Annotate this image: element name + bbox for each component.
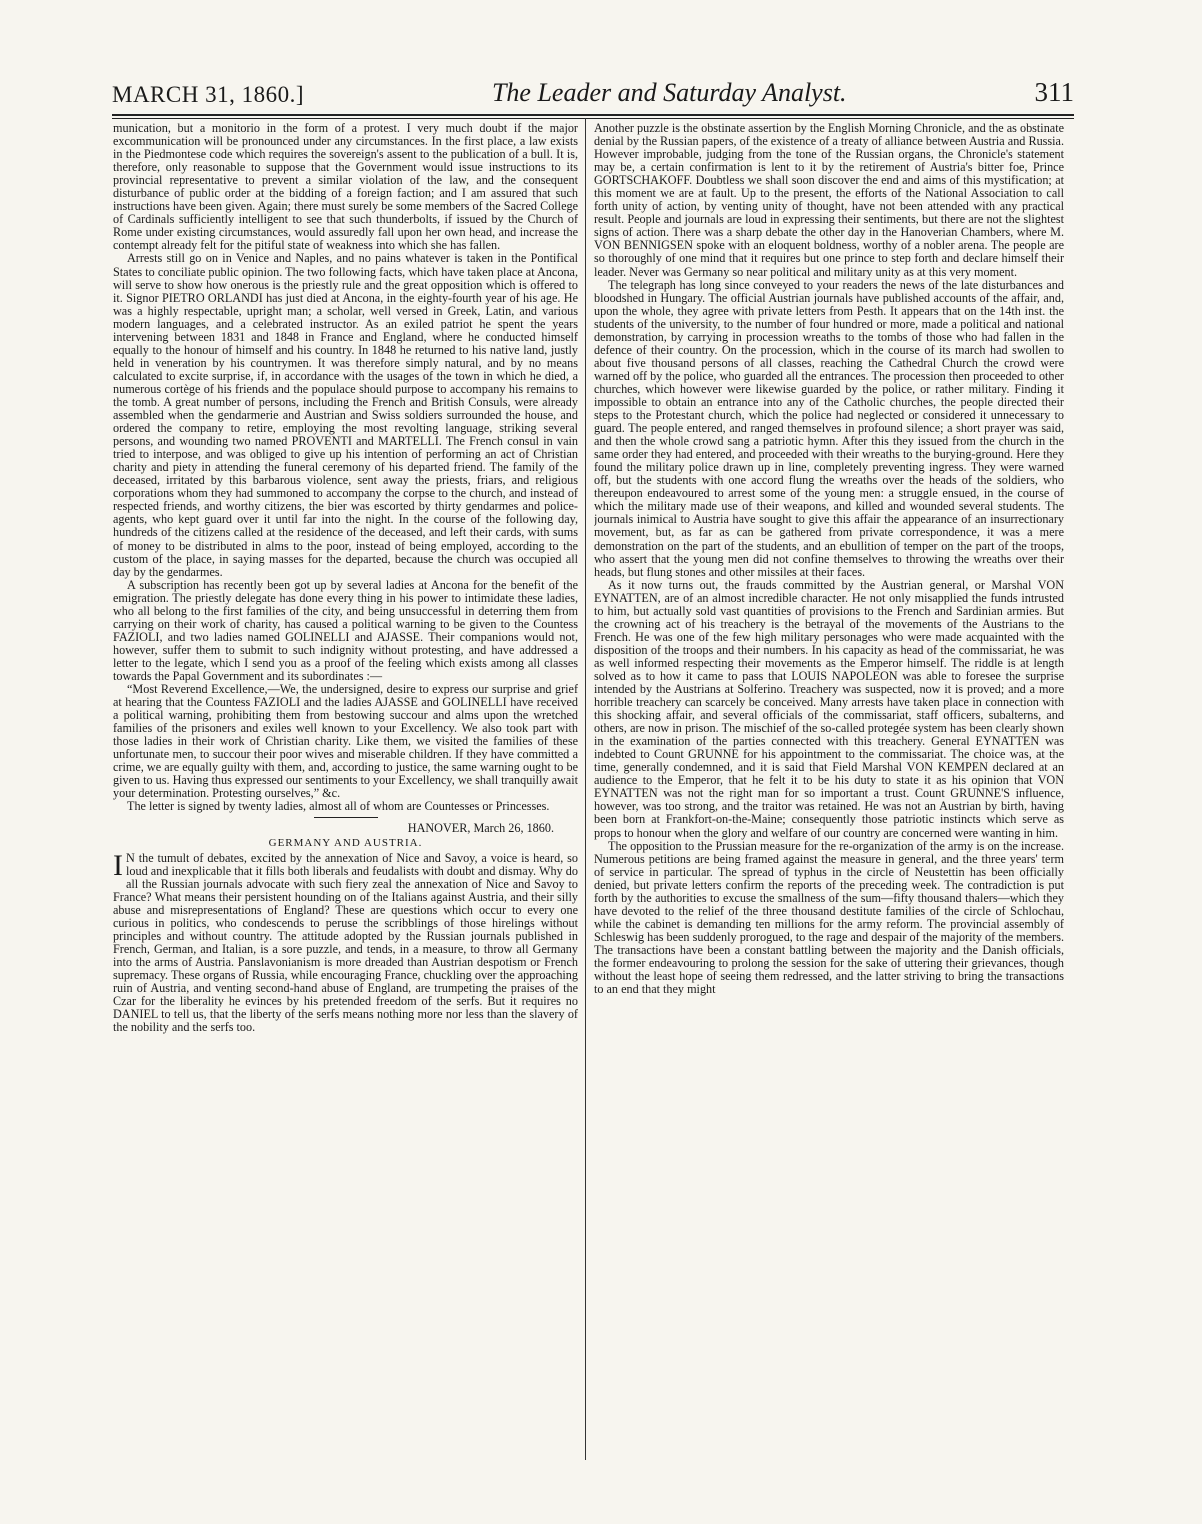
header-rule	[112, 114, 1074, 116]
section-divider	[314, 817, 378, 818]
paragraph: munication, but a monitorio in the form of a protest. I very much doubt if the major excommunication will be pronounced under any circumstances. In the first place, a law exists in the Piedmontese code which requires the sovereign's assent to the publication of a bull. It is, therefore, only reasonable to suppose that the Government would issue instructions to its provincial representative to prevent a similar violation of the law, and the consequent disturbance of public order at the bidding of a foreign faction; and I am assured that such instructions have been given. Again; there must surely be some members of the Sacred College of Cardinals sufficiently intelligent to see that such thunderbolts, if issued by the Church of Rome under existing circumstances, would assuredly fall upon her own head, and increase the contempt already felt for the pitiful state of weakness into which she has fallen.	[113, 122, 578, 253]
paragraph: Arrests still go on in Venice and Naples, and no pains whatever is taken in the Pontifical States to conciliate public opinion. The two following facts, which have taken place at Ancona, will serve to show how onerous is the priestly rule and the great opposition which is offered to it. Signor PIETRO ORLANDI has just died at Ancona, in the eighty-fourth year of his age. He was a highly respectable, upright man; a scholar, well versed in Greek, Latin, and various modern languages, and a celebrated instructor. As an exiled patriot he spent the years intervening between 1831 and 1848 in France and England, where he conducted himself equally to the honour of himself and his country. In 1848 he returned to his native land, justly held in veneration by his countrymen. It was therefore simply natural, and by no means calculated to excite surprise, if, in accordance with the usages of the town in which he died, a numerous cortège of his friends and the populace should purpose to accompany his remains to the tomb. A great number of persons, including the French and British Consuls, were already assembled when the gendarmerie and Austrian and Swiss soldiers surrounded the house, and ordered the company to retire, employing the most revolting language, striking several persons, and wounding two named PROVENTI and MARTELLI. The French consul in vain tried to interpose, and was obliged to give up his intention of performing an act of Christian charity and piety in attending the funeral ceremony of his departed friend. The family of the deceased, irritated by this barbarous violence, sent away the priests, friars, and religious corporations whom they had summoned to accompany the corpse to the church, and instead of respected friends, and worthy citizens, the bier was escorted by thirty gendarmes and police-agents, who kept guard over it until far into the night. In the course of the following day, hundreds of the citizens called at the residence of the deceased, and left their cards, with sums of money to be distributed in alms to the poor, instead of being employed, according to the custom of the place, in saying masses for the departed, because the church was occupied all day by the gendarmes.	[113, 251, 578, 579]
paragraph: A subscription has recently been got up by several ladies at Ancona for the benefit of the emigration. The priestly delegate has done every thing in his power to intimidate these ladies, who all belong to the first families of the city, and being unsuccessful in deterring them from carrying on their work of charity, has caused a political warning to be given to the Countess FAZIOLI, and two ladies named GOLINELLI and AJASSE. Their companions would not, however, suffer them to submit to such indignity without protesting, and have addressed a letter to the legate, which I send you as a proof of the feeling which exists among all classes towards the Papal Government and its subordinates :—	[113, 577, 578, 683]
header-rule-thin	[112, 118, 1074, 119]
paragraph: The letter is signed by twenty ladies, almost all of whom are Countesses or Princesses.	[127, 799, 550, 814]
paragraph: Another puzzle is the obstinate assertion by the English Morning Chronicle, and the as obstinate denial by the Russian papers, of the existence of a treaty of alliance between Austria and Russia. However improbable, judging from the tone of the Russian organs, the Chronicle's statement may be, a certain confirmation is lent to it by the retirement of Austria's bitter foe, Prince GORTSCHAKOFF. Doubtless we shall soon discover the end and aims of this mystification; at this moment we are at fault. Up to the present, the efforts of the National Association to call forth unity of action, by venting unity of thought, have not been attended with any practical result. People and journals are loud in expressing their sentiments, but there are not the slightest signs of action. There was a sharp debate the other day in the Hanoverian Chambers, where M. VON BENNIGSEN spoke with an eloquent boldness, worthy of a nobler arena. The people are so thoroughly of one mind that it requires but one prince to step forth and declare himself their leader. Never was Germany so near political and military unity as at this very moment.	[594, 122, 1064, 279]
paragraph: The telegraph has long since conveyed to your readers the news of the late disturbances and bloodshed in Hungary. The official Austrian journals have published accounts of the affair, and, upon the whole, they agree with private letters from Pesth. It appears that on the 14th inst. the students of the university, to the number of four hundred or more, made a political and national demonstration, by carrying in procession wreaths to the tombs of those who had fallen in the defence of their country. On the procession, which in the course of its march had swollen to about five thousand persons of all classes, reaching the Cathedral Church the crowd were warned off by the police, who guarded all the entrances. The procession then proceeded to other churches, which however were likewise guarded by the police, or rather military. Finding it impossible to obtain an entrance into any of the Catholic churches, the people directed their steps to the Protestant church, which the police had neglected or considered it unnecessary to guard. The people entered, and ranged themselves in profound silence; a short prayer was said, and then the whole crowd sang a patriotic hymn. After this they issued from the church in the same order they had entered, and proceeded with their wreaths to the burying-ground. Here they found the military police drawn up in line, completely preventing ingress. They were warned off, but the students with one accord flung the wreaths over the heads of the soldiers, who thereupon endeavoured to arrest some of the young men: a struggle ensued, in the course of which the military made use of their weapons, and killed and wounded several students. The journals inimical to Austria have sought to give this affair the appearance of an insurrectionary movement, but, as far as can be gathered from private correspondence, it was a mere demonstration on the part of the students, and an ebullition of temper on the part of the troops, who assert that the young men did not confine themselves to throwing the wreaths over their heads, but flung stones and other missiles at their faces.	[594, 277, 1064, 579]
issue-date: MARCH 31, 1860.]	[112, 82, 305, 107]
dateline: HANOVER, March 26, 1860.	[407, 821, 554, 836]
quoted-letter: “Most Reverend Excellence,—We, the undersigned, desire to express our surprise and grief at hearing that the Countess FAZIOLI and the ladies AJASSE and GOLINELLI have received a political warning, prohibiting them from bestowing succour and alms upon the wretched families of the prisoners and exiles well known to your Excellency. We also took part with those ladies in their work of Christian charity. Like them, we visited the families of these unfortunate men, to succour their poor wives and miserable children. If they have committed a crime, we are equally guilty with them, and, according to justice, the same warning ought to be given to us. Having thus expressed our sentiments to your Excellency, we shall tranquilly await your determination. Protesting ourselves,” &c.	[113, 682, 578, 801]
right-column	[594, 122, 1064, 1458]
left-column	[113, 122, 578, 1458]
paragraph: As it now turns out, the frauds committed by the Austrian general, or Marshal VON EYNATTEN, are of an almost incredible character. He not only misapplied the funds intrusted to him, but actually sold vast quantities of provisions to the French and Sardinian armies. But the crowning act of his treachery is the betrayal of the movements of the Austrians to the French. He was one of the few high military personages who were made acquainted with the disposition of the troops and their numbers. In his capacity as head of the commissariat, he was as well informed respecting their movements as the Emperor himself. The riddle is at length solved as to how it came to pass that LOUIS NAPOLEON was able to foresee the surprise intended by the Austrians at Solferino. Treachery was suspected, now it is proved; and a more horrible treachery can scarcely be conceived. Many arrests have taken place in connection with this shocking affair, and several officials of the commissariat, staff officers, subalterns, and others, are now in prison. The mischief of the so-called protegée system has been clearly shown in the examination of the parties connected with this treachery. General EYNATTEN was indebted to Count GRUNNE for his appointment to the commissariat. The choice was, at the time, generally condemned, and it is said that Field Marshal VON KEMPEN declared at an audience to the Emperor, that he felt it to be his duty to state it as his opinion that VON EYNATTEN was not the right man for so important a trust. Count GRUNNE'S influence, however, was too strong, and the traitor was retained. He was not an Austrian by birth, having been born at Frankfort-on-the-Maine; consequently those patriotic instincts which serve as props to honour when the glory and welfare of our country are concerned were wanting in him.	[594, 577, 1064, 840]
paragraph-text: N the tumult of debates, excited by the annexation of Nice and Savoy, a voice is heard, so loud and inexplicable that it fills both liberals and feudalists with doubt and dismay. Why do all the Russian journals advocate with such fiery zeal the annexation of Nice and Savoy to France? What means their persistent hounding on of the Italians against Austria, and their silly abuse and misrepresentations of England? These are questions which occur to every one curious in politics, who condescends to peruse the scribblings of those hirelings without principles and without country. The attitude adopted by the Russian journals published in French, German, and Italian, is a sore puzzle, and tends, in a measure, to throw all Germany into the arms of Austria. Panslavonianism is more dreaded than Austrian despotism or French supremacy. These organs of Russia, while encouraging France, chuckling over the approaching ruin of Austria, and venting second-hand abuse of England, are trumpeting the praises of the Czar for the liberality he evinces by his pretended freedom of the serfs. But it requires no DANIEL to tell us, that the liberty of the serfs means nothing more nor less than the slavery of the nobility and the serfs too.	[113, 850, 578, 1035]
page-number: 311	[1034, 77, 1074, 107]
column-divider	[585, 118, 586, 1460]
section-heading: GERMANY AND AUSTRIA.	[268, 836, 423, 849]
paragraph: The opposition to the Prussian measure for the re-organization of the army is on the increase. Numerous petitions are being framed against the measure in general, and the three years' term of service in particular. The spread of typhus in the circle of Neustettin has been officially denied, but private letters confirm the reports of the preceding week. The contradiction is put forth by the authorities to excuse the smallness of the sum—fifty thousand thalers—which they have devoted to the relief of the three thousand destitute families of the circle of Schlochau, while the cabinet is demanding ten millions for the army reform. The provincial assembly of Schleswig has been suddenly prorogued, to the rage and despair of the majority of the members. The transactions have been a constant battling between the majority and the Danish officials, the former endeavouring to prolong the session for the sake of uttering their grievances, though without the least hope of seeing them redressed, and the latter striving to bring the transactions to an end that they might	[594, 838, 1064, 997]
paragraph-with-dropcap	[113, 848, 578, 1035]
publication-title: The Leader and Saturday Analyst.	[491, 78, 847, 107]
drop-cap: I	[113, 848, 123, 882]
masthead	[112, 68, 1074, 108]
